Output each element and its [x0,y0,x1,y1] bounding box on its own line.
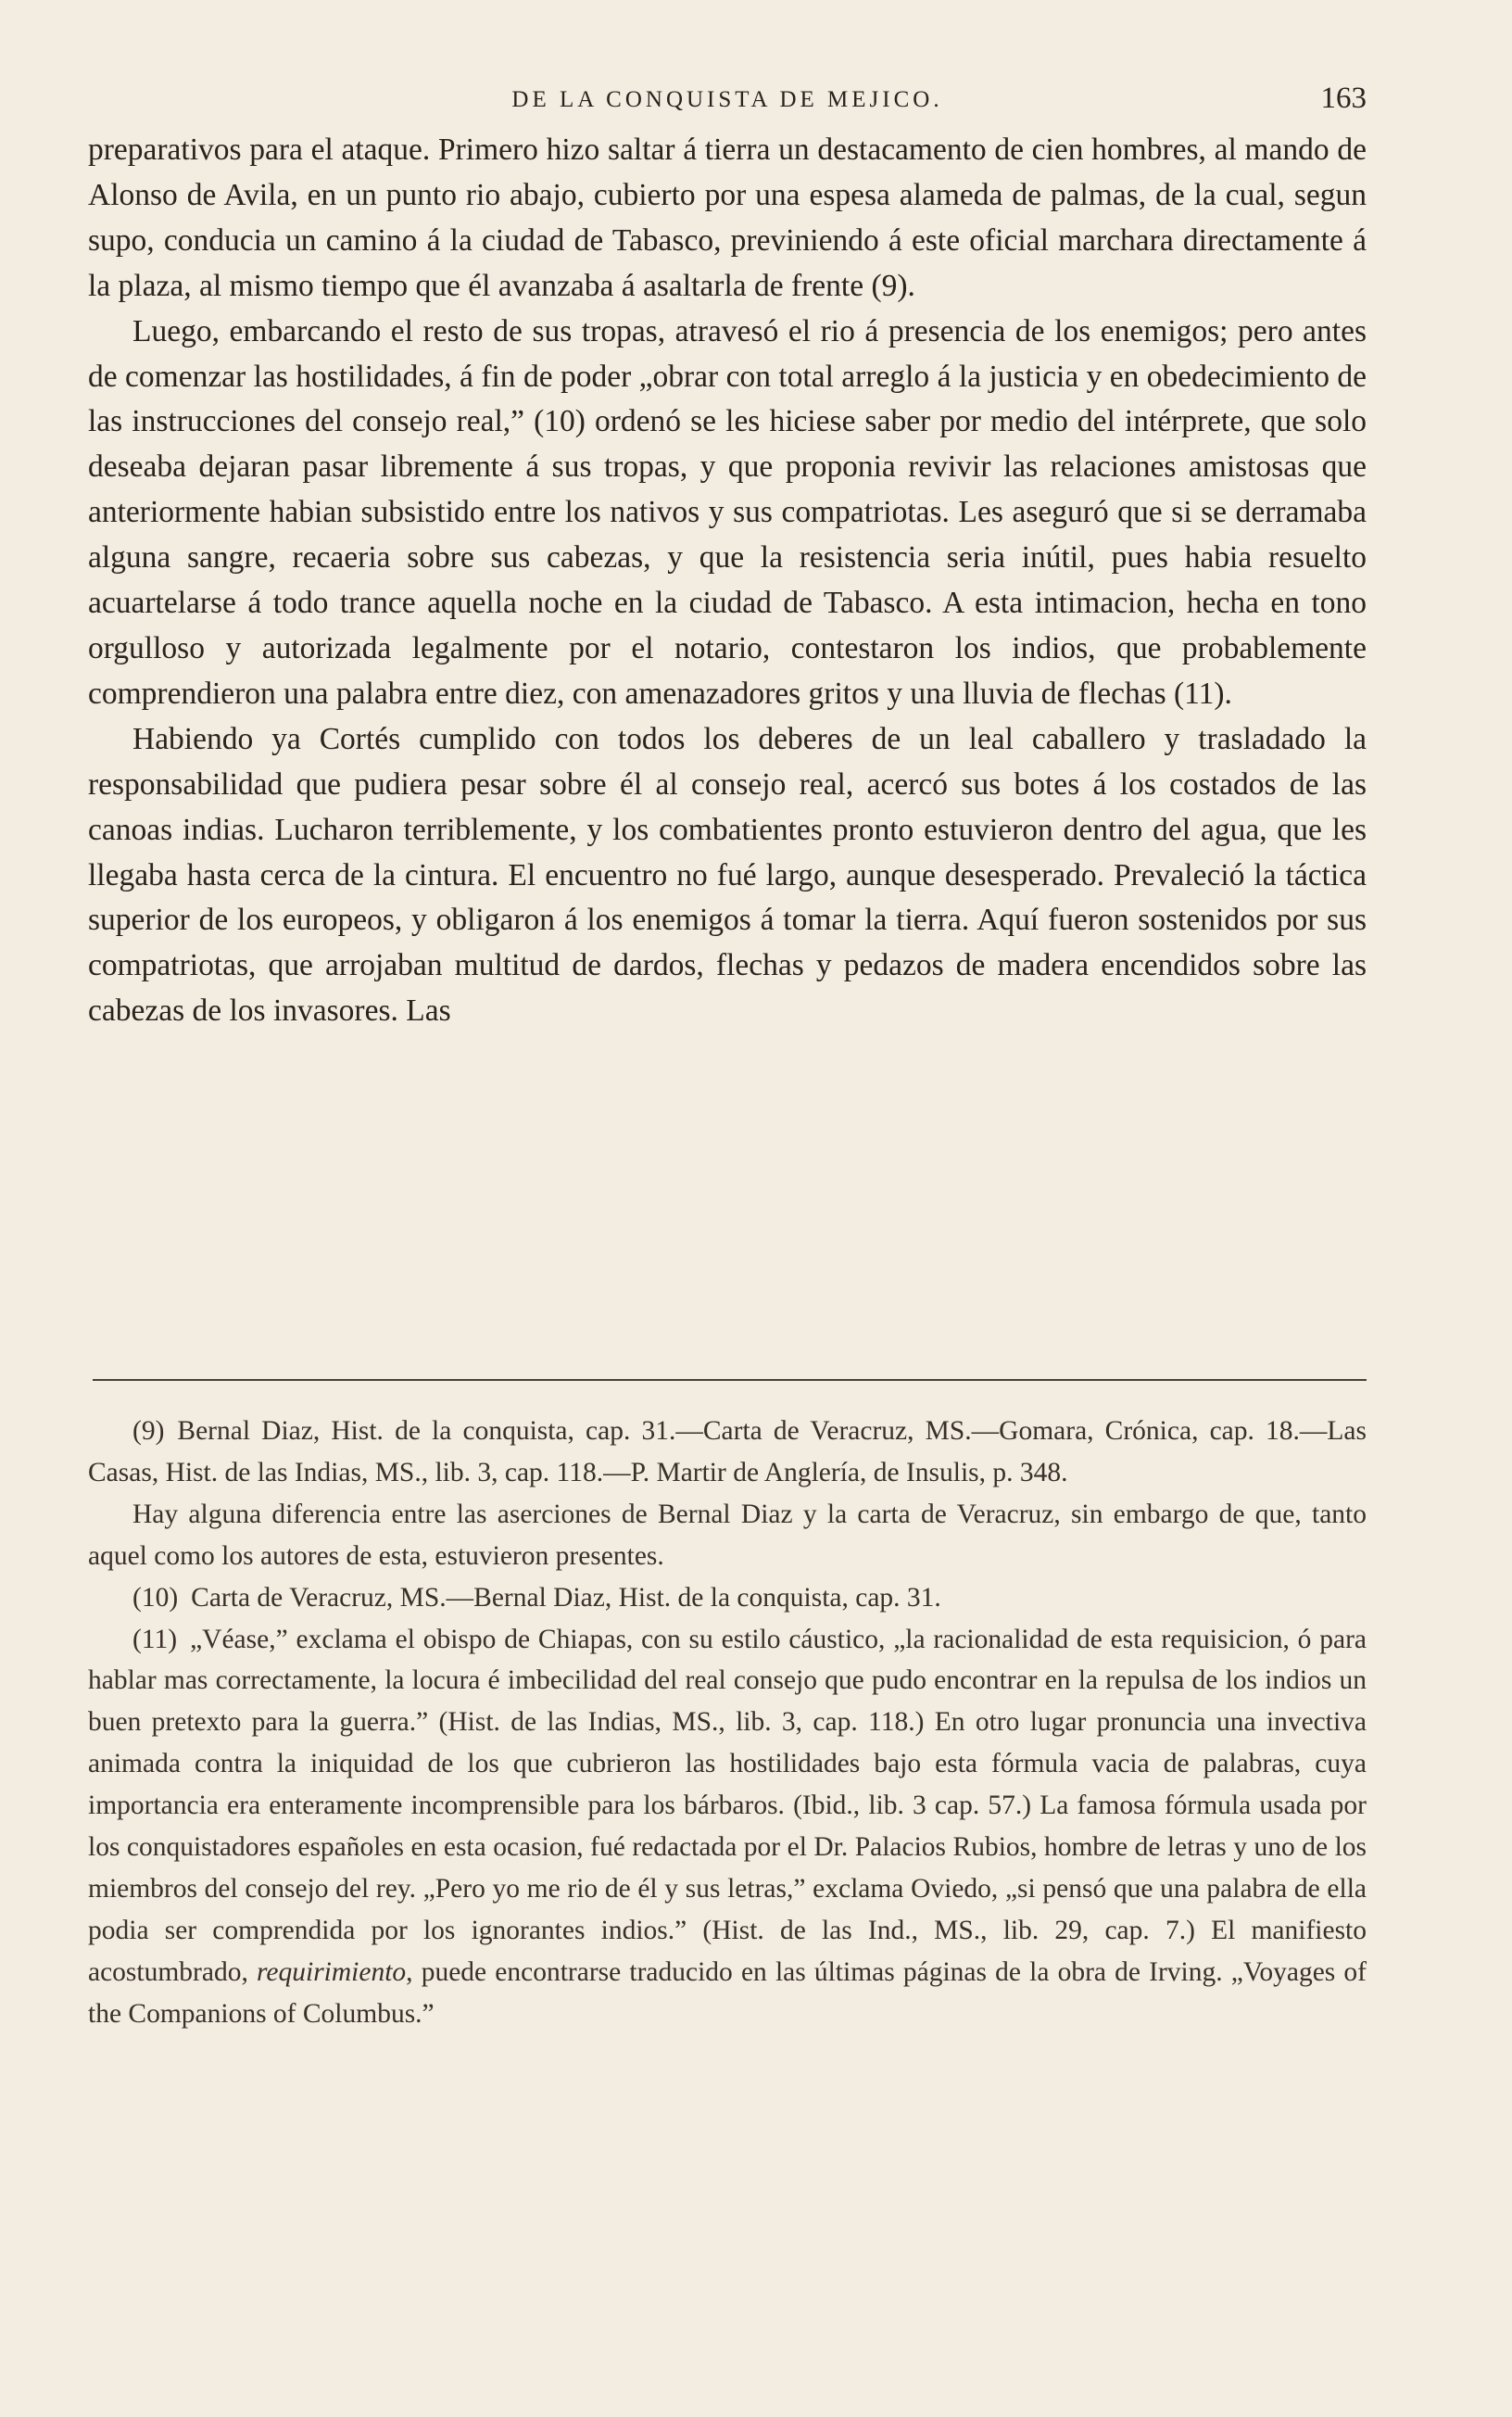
footnote-number: (9) [132,1416,165,1446]
footnote-number: (10) [132,1582,179,1613]
footnote-11 [88,1619,1367,2035]
running-head [88,82,1367,126]
footnote-divider [93,1379,1367,1381]
footnote-text: Bernal Diaz, Hist. de la conquista, cap. 31.—Carta de Veracruz, MS.—Gomara, Crónica, cap. 18.—Las Casas, Hist. de las Indias, MS., lib. 3, cap. 118.—P. Martir de Anglería, de Insulis, p. 348. [88,1416,1367,1487]
footnotes [88,1411,1367,2035]
footnote-text: , puede encontrarse traducido en las últimas páginas de la obra de Irving. „Voyages of the Companions of Columbus.” [88,1956,1367,2029]
paragraph: Luego, embarcando el resto de sus tropas, atravesó el rio á presencia de los enemigos; pero antes de comenzar las hostilidades, á fin de poder „obrar con total arreglo á la justicia y en obedecimiento de las instrucciones del consejo real,” (10) ordenó se les hiciese saber por medio del intérprete, que solo deseaba dejaran pasar libremente á sus tropas, y que proponia revivir las relaciones amistosas que anteriormente habian subsistido entre los nativos y sus compatriotas. Les aseguró que si se derramaba alguna sangre, recaeria sobre sus cabezas, y que la resistencia seria inútil, pues habia resuelto acuartelarse á todo trance aquella noche en la ciudad de Tabasco. A esta intimacion, hecha en tono orgulloso y autorizada legalmente por el notario, contestaron los indios, que probablemente comprendieron una palabra entre diez, con amenazadores gritos y una lluvia de flechas (11). [88,313,1367,711]
footnote-italic-term: requirimiento [257,1956,407,1987]
footnote-9-continued: Hay alguna diferencia entre las aserciones de Bernal Diaz y la carta de Veracruz, sin embargo de que, tanto aquel como los autores de esta, estuvieron presentes. [88,1499,1367,1571]
footnote-10 [88,1577,1367,1619]
footnote-number: (11) [132,1624,178,1654]
running-title: DE LA CONQUISTA DE MEJICO. [511,87,943,112]
paragraph: Habiendo ya Cortés cumplido con todos los deberes de un leal caballero y trasladado la responsabilidad que pudiera pesar sobre él al consejo real, acercó sus botes á los costados de las canoas indias. Lucharon terriblemente, y los combatientes pronto estuvieron dentro del agua, que les llegaba hasta cerca de la cintura. El encuentro no fué largo, aunque desesperado. Prevaleció la táctica superior de los europeos, y obligaron á los enemigos á tomar la tierra. Aquí fueron sostenidos por sus compatriotas, que arrojaban multitud de dardos, flechas y pedazos de madera encendidos sobre las cabezas de los invasores. Las [88,721,1367,1029]
footnote-text: Carta de Veracruz, MS.—Bernal Diaz, Hist. de la conquista, cap. 31. [191,1582,941,1613]
main-text [88,128,1367,1034]
page-number: 163 [1320,82,1367,115]
paragraph: preparativos para el ataque. Primero hizo saltar á tierra un destacamento de cien hombres, al mando de Alonso de Avila, en un punto rio abajo, cubierto por una espesa alameda de palmas, de la cual, segun supo, conducia un camino á la ciudad de Tabasco, previniendo á este oficial marchara directamente á la plaza, al mismo tiempo que él avanzaba á asaltarla de frente (9). [88,133,1367,303]
footnote-9 [88,1411,1367,1494]
footnote-text: „Véase,” exclama el obispo de Chiapas, con su estilo cáustico, „la racionalidad de esta requisicion, ó para hablar mas correctamente, la locura é imbecilidad del real consejo que pudo encontrar en la repulsa de los indios un buen pretexto para la guerra.” (Hist. de las Indias, MS., lib. 3, cap. 118.) En otro lugar pronuncia una invectiva animada contra la iniquidad de los que cubrieron las hostilidades bajo esta fórmula vacia de palabras, cuya importancia era enteramente incomprensible para los bárbaros. (Ibid., lib. 3 cap. 57.) La famosa fórmula usada por los conquistadores españoles en esta ocasion, fué redactada por el Dr. Palacios Rubios, hombre de letras y uno de los miembros del consejo del rey. „Pero yo me rio de él y sus letras,” exclama Oviedo, „si pensó que una palabra de ella podia ser comprendida por los ignorantes indios.” (Hist. de las Ind., MS., lib. 29, cap. 7.) El manifiesto acostumbrado, [88,1624,1367,1987]
